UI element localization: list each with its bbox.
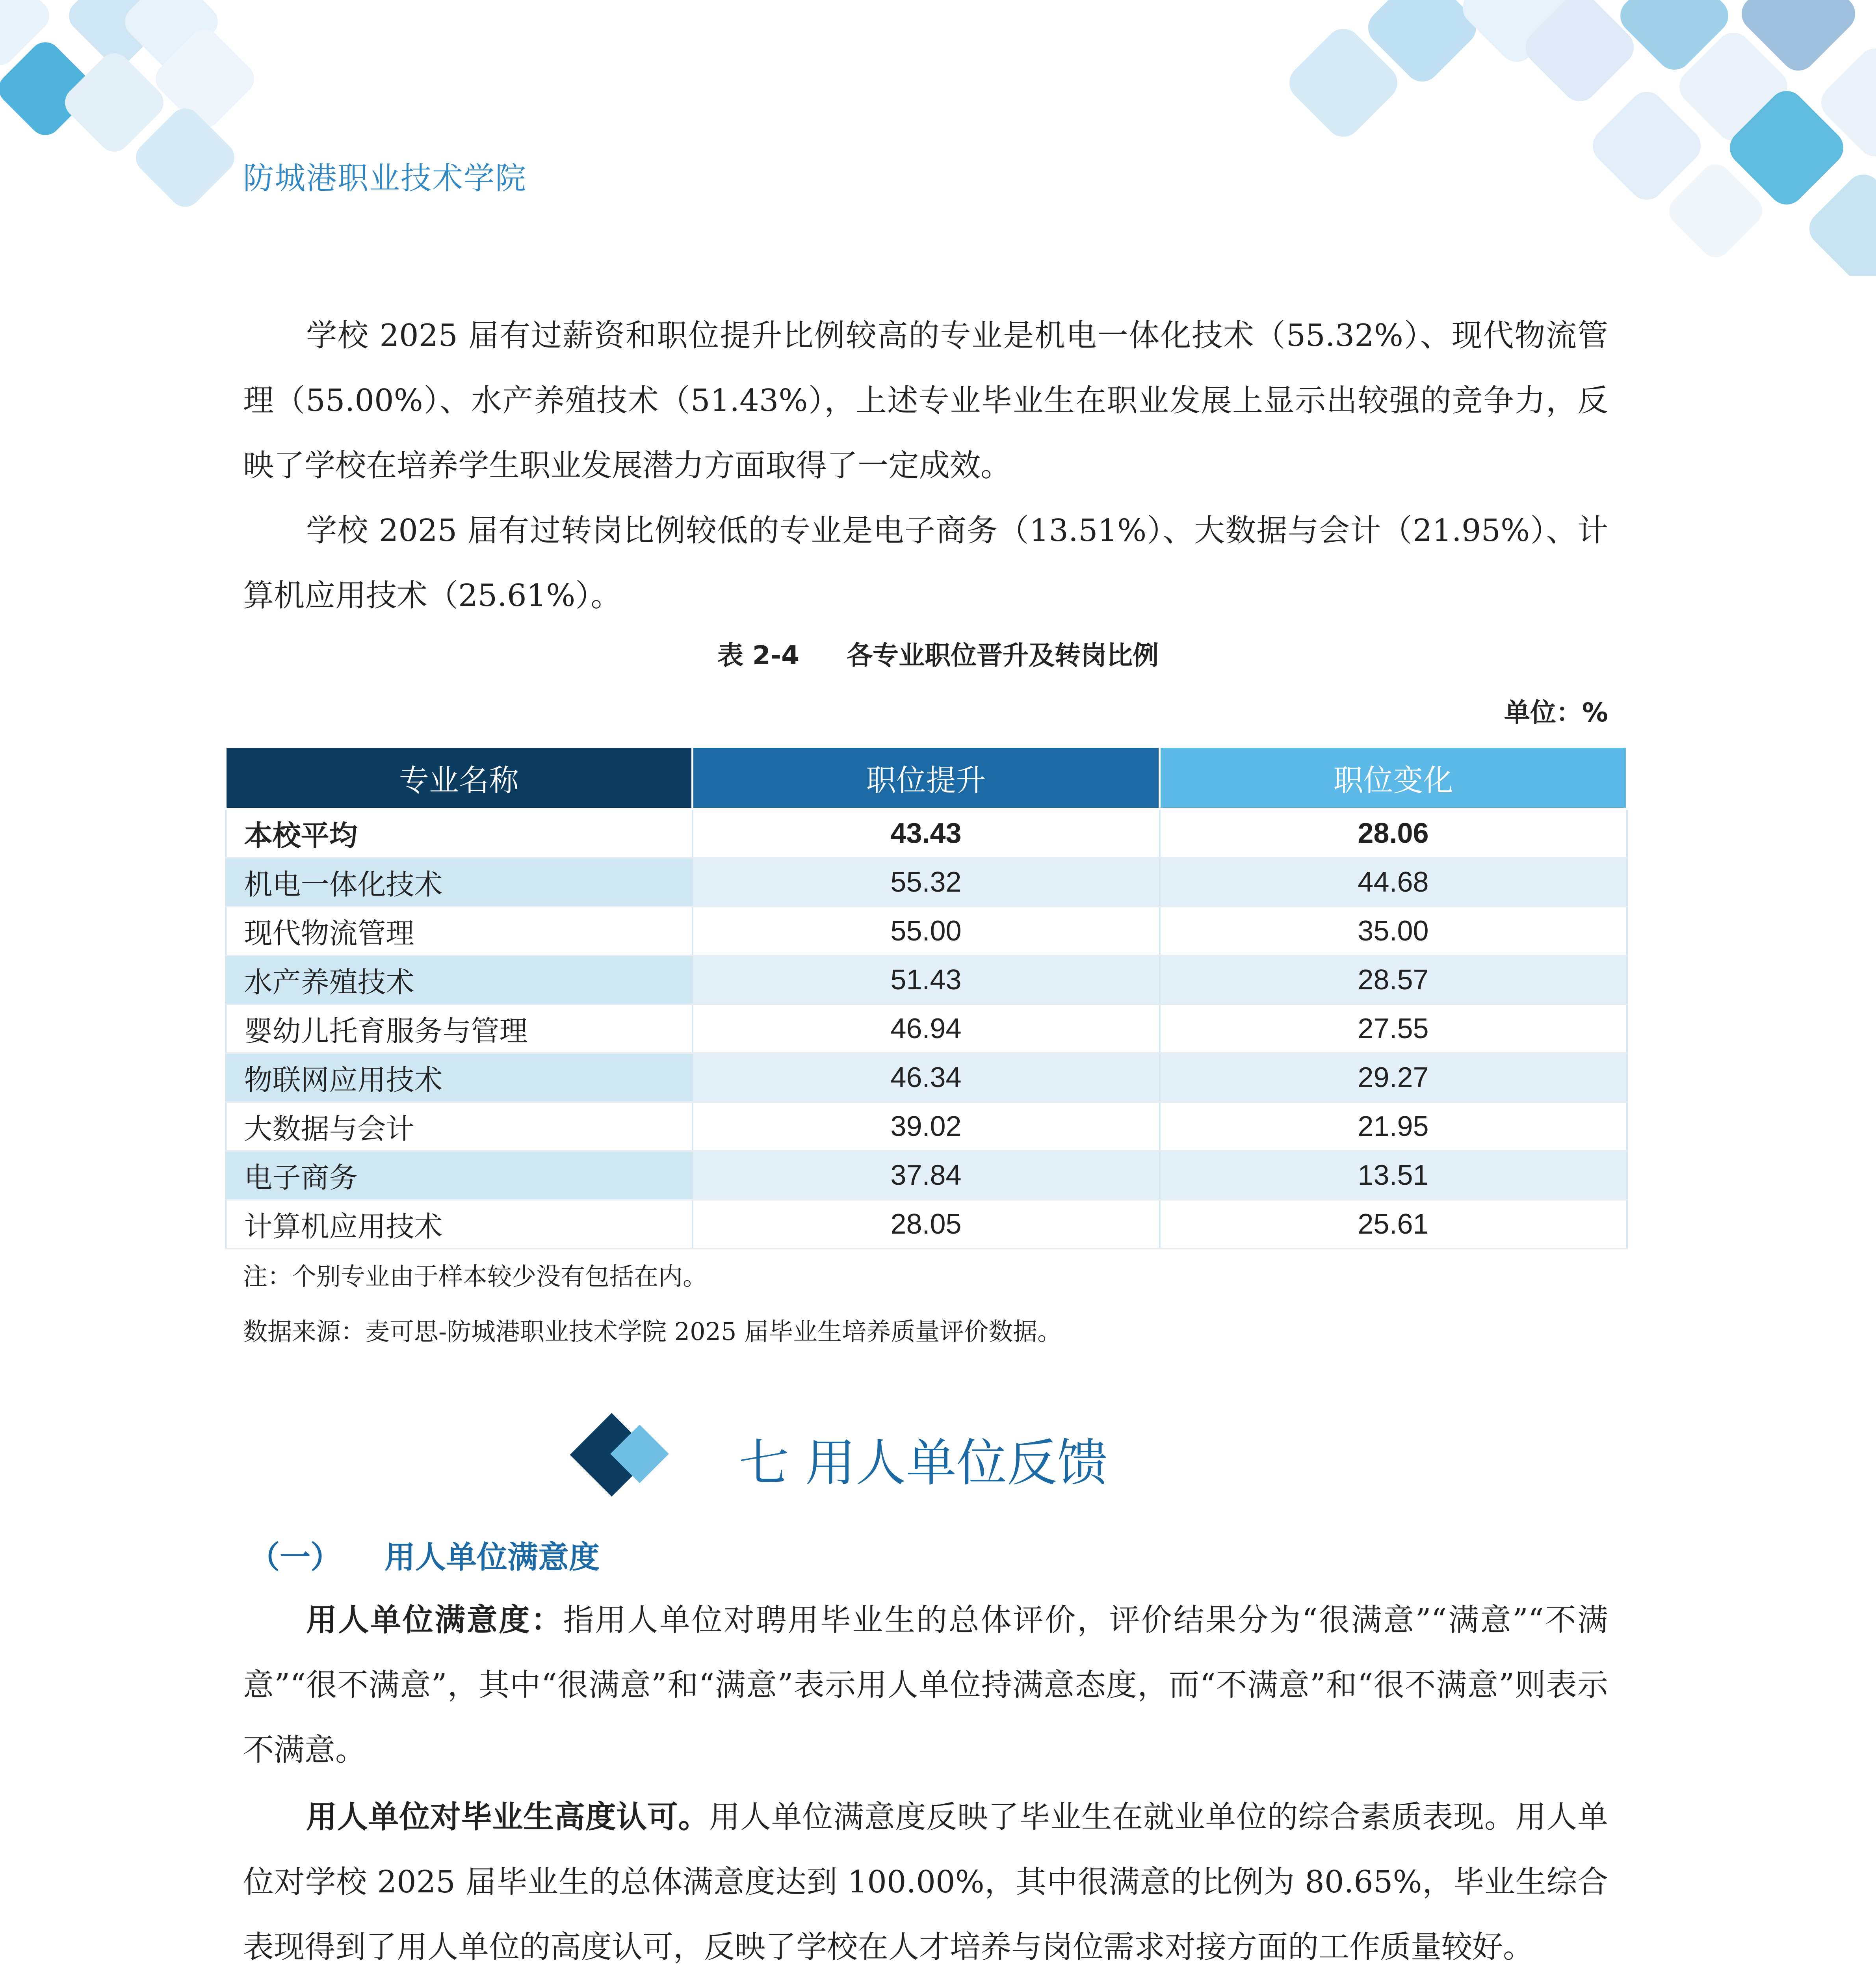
cell-change: 29.27	[1160, 1053, 1627, 1102]
recognition-body: 用人单位满意度反映了毕业生在就业单位的综合素质表现。用人单位对学校 2025 届毕业生的总体满意度达到 100.00%，其中很满意的比例为 80.65%，毕业生综合表现得到了用人单位的高度认可，反映了学校在人才培养与岗位需求对接方面的工作质量较好。	[243, 1799, 1608, 1965]
section-title: 七 用人单位反馈	[739, 1434, 1108, 1492]
cell-major: 本校平均	[226, 809, 693, 858]
table-row	[226, 1200, 1627, 1249]
cell-major: 机电一体化技术	[226, 858, 693, 907]
cell-promotion: 51.43	[693, 955, 1160, 1004]
paragraph-employer-recognition	[243, 1785, 1608, 1970]
sub-heading-number: （一）	[249, 1540, 342, 1575]
institution-name: 防城港职业技术学院	[243, 161, 527, 196]
recognition-lead: 用人单位对毕业生高度认可。	[306, 1799, 710, 1835]
cell-change: 44.68	[1160, 858, 1627, 907]
table-note: 注：个别专业由于样本较少没有包括在内。	[243, 1262, 708, 1291]
cell-change: 27.55	[1160, 1004, 1627, 1053]
cell-major: 大数据与会计	[226, 1102, 693, 1151]
cell-change: 28.06	[1160, 809, 1627, 858]
table-row	[226, 1004, 1627, 1053]
cell-major: 婴幼儿托育服务与管理	[226, 1004, 693, 1053]
table-row	[226, 1053, 1627, 1102]
table-source: 数据来源：麦可思-防城港职业技术学院 2025 届毕业生培养质量评价数据。	[243, 1317, 1062, 1346]
table-row	[226, 955, 1627, 1004]
header-promotion: 职位提升	[693, 747, 1160, 809]
cell-change: 35.00	[1160, 907, 1627, 955]
cell-major: 计算机应用技术	[226, 1200, 693, 1249]
paragraph-satisfaction-definition	[243, 1588, 1608, 1783]
definition-lead: 用人单位满意度：	[306, 1602, 563, 1638]
cell-promotion: 46.94	[693, 1004, 1160, 1053]
cell-promotion: 55.32	[693, 858, 1160, 907]
header-major: 专业名称	[226, 747, 693, 809]
table-row	[226, 907, 1627, 955]
table-row	[226, 858, 1627, 907]
cell-change: 28.57	[1160, 955, 1627, 1004]
paragraph-transfer: 学校 2025 届有过转岗比例较低的专业是电子商务（13.51%）、大数据与会计（21.95%）、计算机应用技术（25.61%）。	[243, 513, 1608, 613]
header-decoration	[0, 0, 1876, 276]
table-row	[226, 1151, 1627, 1200]
table-caption-number: 表 2-4	[717, 640, 800, 671]
cell-change: 13.51	[1160, 1151, 1627, 1200]
header-change: 职位变化	[1160, 747, 1627, 809]
cell-change: 21.95	[1160, 1102, 1627, 1151]
cell-major: 水产养殖技术	[226, 955, 693, 1004]
definition-body: 指用人单位对聘用毕业生的总体评价，评价结果分为“很满意”“满意”“不满意”“很不满意”，其中“很满意”和“满意”表示用人单位持满意态度，而“不满意”和“很不满意”则表示不满意。	[243, 1602, 1608, 1768]
cell-major: 现代物流管理	[226, 907, 693, 955]
sub-heading-title: 用人单位满意度	[384, 1540, 600, 1575]
cell-promotion: 37.84	[693, 1151, 1160, 1200]
cell-major: 电子商务	[226, 1151, 693, 1200]
section-diamond-icon	[559, 1411, 685, 1513]
cell-promotion: 39.02	[693, 1102, 1160, 1151]
cell-promotion: 46.34	[693, 1053, 1160, 1102]
cell-major: 物联网应用技术	[226, 1053, 693, 1102]
cell-promotion: 28.05	[693, 1200, 1160, 1249]
sub-heading	[249, 1533, 600, 1577]
table-unit: 单位：%	[1504, 697, 1608, 728]
promotion-table	[225, 746, 1628, 1249]
cell-change: 25.61	[1160, 1200, 1627, 1249]
table-caption	[0, 634, 1876, 672]
paragraph-promotion: 学校 2025 届有过薪资和职位提升比例较高的专业是机电一体化技术（55.32%）、现代物流管理（55.00%）、水产养殖技术（51.43%），上述专业毕业生在职业发展上显示出较强的竞争力，反映了学校在培养学生职业发展潜力方面取得了一定成效。	[243, 318, 1608, 483]
table-row	[226, 809, 1627, 858]
cell-promotion: 43.43	[693, 809, 1160, 858]
table-header-row	[226, 747, 1627, 809]
cell-promotion: 55.00	[693, 907, 1160, 955]
table-row	[226, 1102, 1627, 1151]
table-caption-title: 各专业职位晋升及转岗比例	[847, 640, 1159, 671]
